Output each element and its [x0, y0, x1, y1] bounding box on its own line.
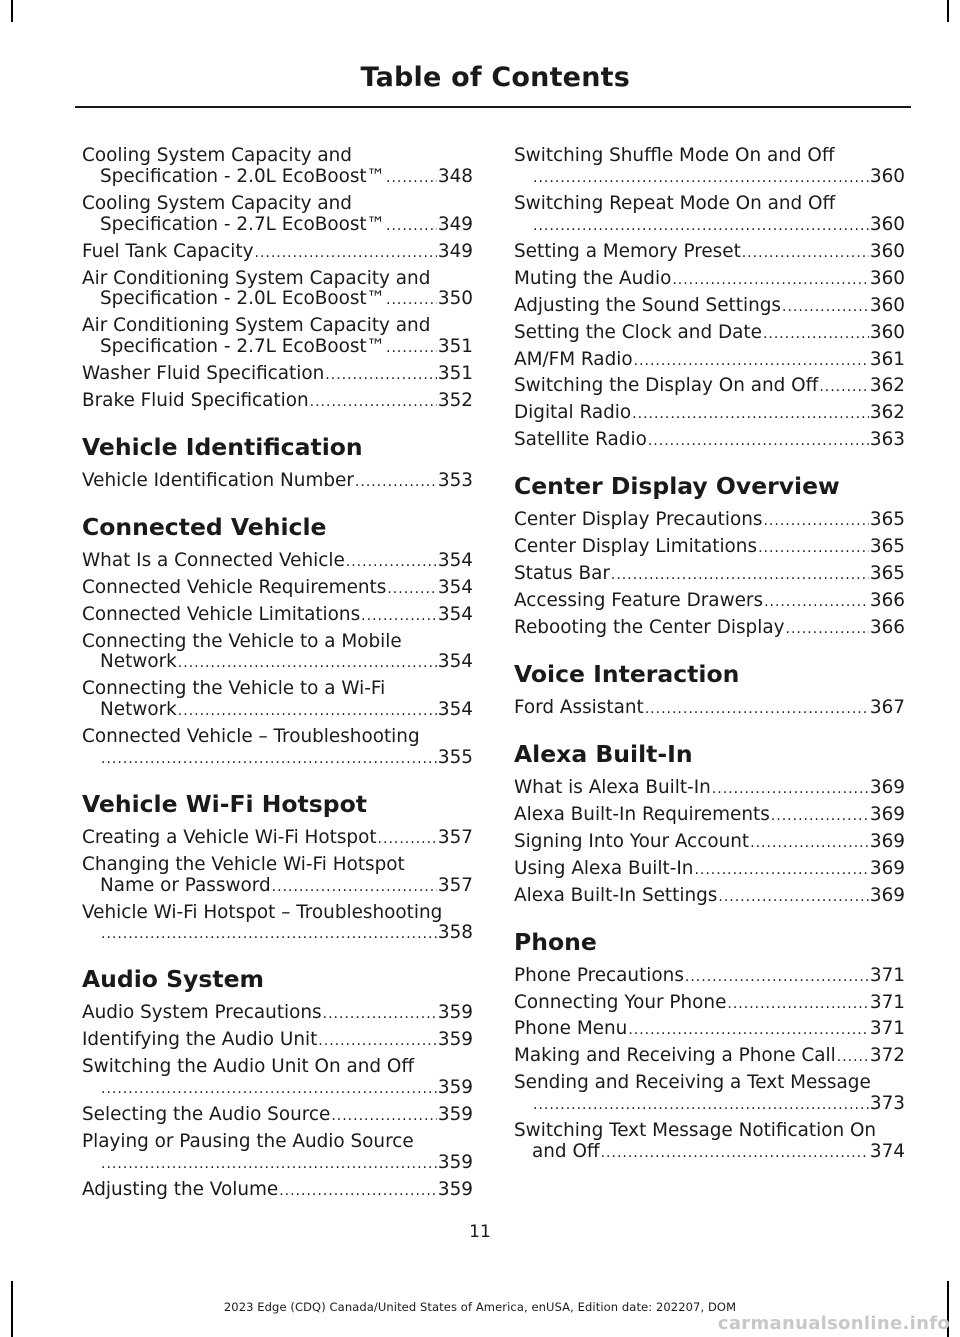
toc-page-number: 360 — [869, 322, 905, 343]
toc-entry-leader-line — [514, 296, 905, 318]
toc-entry[interactable] — [82, 727, 473, 770]
toc-entry-title: Network — [100, 651, 177, 673]
toc-entry[interactable] — [514, 698, 905, 720]
toc-page-number: 363 — [869, 430, 905, 451]
toc-page-number: 369 — [869, 858, 905, 879]
toc-entry[interactable] — [514, 618, 905, 640]
toc-page-number: 359 — [437, 1104, 473, 1125]
toc-entry[interactable] — [82, 146, 473, 189]
toc-page-number: 369 — [869, 777, 905, 798]
toc-entry[interactable] — [514, 296, 905, 318]
section-heading: Center Display Overview — [514, 472, 840, 501]
toc-entry[interactable] — [514, 564, 905, 586]
dot-leader — [742, 243, 869, 264]
dot-leader — [272, 877, 437, 898]
dot-leader — [648, 431, 869, 452]
toc-entry-title: Muting the Audio — [514, 268, 672, 289]
toc-entry-leader-line — [82, 364, 473, 386]
toc-entry-leader-line — [82, 923, 473, 945]
toc-entry[interactable] — [82, 1030, 473, 1052]
dot-leader — [601, 1143, 869, 1164]
toc-page-number: 349 — [437, 213, 473, 235]
toc-page-number: 366 — [869, 591, 905, 612]
dot-leader — [279, 1181, 437, 1202]
toc-entry-leader-line — [514, 1142, 905, 1164]
toc-page-number: 360 — [869, 165, 905, 187]
toc-entry[interactable] — [514, 403, 905, 425]
toc-page-number: 359 — [437, 1151, 473, 1173]
dot-leader — [782, 297, 869, 318]
toc-entry-title: Switching the Display On and Off — [514, 376, 819, 397]
toc-entry[interactable] — [82, 578, 473, 600]
toc-entry-title: Ford Assistant — [514, 697, 644, 718]
toc-entry-title-line: Switching Repeat Mode On and Off — [514, 193, 836, 214]
dot-leader — [764, 592, 869, 613]
toc-page-number: 354 — [437, 577, 473, 598]
toc-entry-title: Brake Fluid Specification — [82, 391, 309, 412]
toc-entry-title: Alexa Built-In Settings — [514, 885, 718, 906]
toc-entry-leader-line — [82, 605, 473, 627]
toc-entry-leader-line — [514, 591, 905, 613]
toc-entry-title-line: Cooling System Capacity and — [82, 193, 352, 214]
toc-entry-title: Connected Vehicle Limitations — [82, 604, 361, 625]
toc-page-number: 360 — [869, 268, 905, 289]
toc-entry-title: Audio System Precautions — [82, 1003, 322, 1024]
toc-entry-title: Specification - 2.7L EcoBoost™ — [100, 336, 386, 358]
toc-page-number: 360 — [869, 213, 905, 235]
dot-leader — [727, 994, 868, 1015]
toc-entry[interactable] — [514, 1121, 905, 1164]
dot-leader — [355, 472, 437, 493]
toc-entry-leader-line — [514, 430, 905, 452]
dot-leader — [386, 216, 437, 237]
toc-page-number: 365 — [869, 510, 905, 531]
dot-leader — [533, 1095, 869, 1116]
toc-entry-title-line: Connected Vehicle – Troubleshooting — [82, 727, 420, 748]
toc-entry-title: Fuel Tank Capacity — [82, 241, 254, 262]
dot-leader — [101, 1079, 437, 1100]
toc-entry-leader-line — [82, 391, 473, 413]
dot-leader — [387, 579, 437, 600]
toc-entry[interactable] — [514, 993, 905, 1015]
dot-leader — [386, 168, 437, 189]
toc-entry[interactable] — [82, 1105, 473, 1127]
toc-page-number: 372 — [869, 1046, 905, 1067]
toc-entry-title: Center Display Precautions — [514, 510, 763, 531]
toc-entry[interactable] — [82, 605, 473, 627]
toc-entry-title: Center Display Limitations — [514, 537, 758, 558]
dot-leader — [819, 377, 869, 398]
toc-entry-leader-line — [514, 778, 905, 800]
toc-entry[interactable] — [82, 1057, 473, 1100]
section-heading: Audio System — [82, 965, 265, 994]
toc-entry-title: Phone Menu — [514, 1019, 628, 1040]
toc-entry-leader-line — [82, 1003, 473, 1025]
toc-page-number: 369 — [869, 804, 905, 825]
toc-entry[interactable] — [514, 1046, 905, 1068]
dot-leader — [611, 565, 869, 586]
toc-entry-leader-line — [82, 828, 473, 850]
toc-entry[interactable] — [82, 1180, 473, 1202]
toc-column-right — [514, 146, 905, 1169]
dot-leader — [533, 168, 869, 189]
toc-entry-leader-line — [514, 167, 905, 189]
toc-page-number: 353 — [437, 470, 473, 491]
toc-entry-title-line: Connecting the Vehicle to a Mobile — [82, 631, 402, 652]
toc-entry[interactable] — [82, 679, 473, 722]
toc-entry-leader-line — [514, 403, 905, 425]
dot-leader — [254, 243, 436, 264]
crop-mark-top-left — [11, 0, 13, 22]
toc-entry-leader-line — [514, 510, 905, 532]
toc-entry-leader-line — [82, 876, 473, 898]
toc-entry-title-line: Switching Text Message Notification On — [514, 1121, 877, 1142]
toc-entry-title: Identifying the Audio Unit — [82, 1030, 318, 1051]
dot-leader — [712, 779, 869, 800]
dot-leader — [346, 552, 437, 573]
toc-entry-leader-line — [514, 323, 905, 345]
toc-page-number: 359 — [437, 1179, 473, 1200]
toc-entry[interactable] — [514, 859, 905, 881]
dot-leader — [750, 833, 869, 854]
toc-entry-title-line: Air Conditioning System Capacity and — [82, 316, 431, 337]
toc-page-number: 351 — [437, 336, 473, 358]
toc-entry-title: Digital Radio — [514, 403, 632, 424]
toc-page-number: 359 — [437, 1076, 473, 1098]
toc-entry-leader-line — [82, 1030, 473, 1052]
toc-entry-leader-line — [82, 471, 473, 493]
toc-entry-leader-line — [514, 269, 905, 291]
toc-entry[interactable] — [514, 591, 905, 613]
toc-page-number: 349 — [437, 241, 473, 262]
dot-leader — [323, 1004, 437, 1025]
toc-entry[interactable] — [82, 269, 473, 312]
toc-page-number: 362 — [869, 376, 905, 397]
toc-column-left — [82, 146, 473, 1207]
toc-page-number: 374 — [869, 1141, 905, 1163]
toc-entry[interactable] — [514, 269, 905, 291]
dot-leader — [685, 967, 869, 988]
dot-leader — [533, 216, 869, 237]
toc-entry-leader-line — [82, 578, 473, 600]
toc-page-number: 371 — [869, 992, 905, 1013]
toc-entry[interactable] — [82, 1132, 473, 1175]
toc-page-number: 360 — [869, 241, 905, 262]
dot-leader — [386, 290, 437, 311]
dot-leader — [378, 829, 437, 850]
toc-entry-title: and Off — [532, 1141, 600, 1163]
dot-leader — [786, 619, 869, 640]
toc-entry[interactable] — [514, 376, 905, 398]
toc-entry-leader-line — [82, 167, 473, 189]
header-divider — [75, 106, 911, 108]
toc-page-number: 365 — [869, 537, 905, 558]
toc-page-number: 354 — [437, 699, 473, 721]
toc-page-number: 361 — [869, 349, 905, 370]
toc-entry-leader-line — [514, 215, 905, 237]
toc-page-number: 369 — [869, 885, 905, 906]
toc-entry-title: What Is a Connected Vehicle — [82, 550, 345, 571]
toc-entry[interactable] — [514, 323, 905, 345]
toc-entry-leader-line — [514, 242, 905, 264]
toc-entry-title: Connected Vehicle Requirements — [82, 577, 387, 598]
toc-entry-leader-line — [82, 1105, 473, 1127]
toc-entry-title-line: Air Conditioning System Capacity and — [82, 268, 431, 289]
toc-entry-title: What is Alexa Built-In — [514, 777, 711, 798]
toc-entry[interactable] — [514, 886, 905, 908]
dot-leader — [101, 749, 437, 770]
toc-entry-title: Signing Into Your Account — [514, 831, 750, 852]
dot-leader — [178, 653, 437, 674]
toc-entry-title: Setting a Memory Preset — [514, 241, 741, 262]
toc-entry-leader-line — [514, 537, 905, 559]
toc-page-number: 365 — [869, 564, 905, 585]
toc-entry[interactable] — [82, 632, 473, 675]
dot-leader — [694, 860, 868, 881]
toc-entry[interactable] — [82, 194, 473, 237]
dot-leader — [718, 887, 869, 908]
toc-page-number: 357 — [437, 827, 473, 848]
toc-entry[interactable] — [514, 778, 905, 800]
toc-entry-leader-line — [82, 215, 473, 237]
dot-leader — [763, 324, 869, 345]
toc-entry-leader-line — [514, 698, 905, 720]
toc-entry-title: Connecting Your Phone — [514, 992, 727, 1013]
toc-page-number: 357 — [437, 874, 473, 896]
dot-leader — [310, 392, 437, 413]
toc-entry-leader-line — [514, 805, 905, 827]
toc-entry-title-line: Changing the Vehicle Wi-Fi Hotspot — [82, 854, 405, 875]
toc-entry-title: Alexa Built-In Requirements — [514, 804, 770, 825]
toc-entry[interactable] — [514, 1073, 905, 1116]
toc-page-number: 369 — [869, 831, 905, 852]
toc-entry-title-line: Connecting the Vehicle to a Wi-Fi — [82, 679, 386, 700]
toc-entry[interactable] — [514, 537, 905, 559]
toc-entry-title-line: Vehicle Wi-Fi Hotspot – Troubleshooting — [82, 902, 443, 923]
dot-leader — [763, 511, 868, 532]
section-heading: Connected Vehicle — [82, 512, 327, 541]
toc-entry-leader-line — [82, 1153, 473, 1175]
toc-entry[interactable] — [82, 391, 473, 413]
toc-entry-leader-line — [82, 1078, 473, 1100]
toc-entry-leader-line — [514, 832, 905, 854]
toc-entry[interactable] — [82, 903, 473, 946]
toc-entry-leader-line — [514, 1046, 905, 1068]
crop-mark-top-right — [947, 0, 949, 22]
crop-mark-bottom-left — [11, 1281, 13, 1337]
page-number: 11 — [469, 1222, 491, 1242]
toc-page-number: 366 — [869, 618, 905, 639]
toc-entry[interactable] — [82, 828, 473, 850]
dot-leader — [101, 1154, 437, 1175]
toc-entry-title: Adjusting the Sound Settings — [514, 295, 781, 316]
toc-entry-leader-line — [82, 748, 473, 770]
toc-entry[interactable] — [514, 194, 905, 237]
toc-entry-title: Specification - 2.0L EcoBoost™ — [100, 288, 386, 310]
toc-entry-title-line: Playing or Pausing the Audio Source — [82, 1131, 414, 1152]
toc-page-number: 352 — [437, 391, 473, 412]
toc-entry-title: Making and Receiving a Phone Call — [514, 1046, 836, 1067]
toc-entry-leader-line — [82, 652, 473, 674]
toc-entry-leader-line — [514, 350, 905, 372]
dot-leader — [645, 699, 869, 720]
toc-page-number: 358 — [437, 922, 473, 944]
dot-leader — [837, 1047, 869, 1068]
toc-entry-title: Rebooting the Center Display — [514, 618, 785, 639]
dot-leader — [318, 1031, 437, 1052]
toc-page-number: 351 — [437, 364, 473, 385]
toc-entry-title: Specification - 2.0L EcoBoost™ — [100, 165, 386, 187]
toc-entry-leader-line — [514, 1019, 905, 1041]
toc-entry[interactable] — [82, 471, 473, 493]
dot-leader — [178, 701, 437, 722]
dot-leader — [325, 365, 437, 386]
toc-entry-title: Name or Password — [100, 874, 271, 896]
toc-entry[interactable] — [514, 510, 905, 532]
toc-entry[interactable] — [82, 242, 473, 264]
toc-entry-title: Vehicle Identification Number — [82, 470, 354, 491]
toc-entry-leader-line — [82, 1180, 473, 1202]
toc-entry-title: Specification - 2.7L EcoBoost™ — [100, 213, 386, 235]
toc-page-number: 355 — [437, 747, 473, 768]
toc-entry-title: AM/FM Radio — [514, 349, 633, 370]
toc-page-number: 373 — [869, 1093, 905, 1115]
toc-page-number: 354 — [437, 651, 473, 673]
section-heading: Alexa Built-In — [514, 739, 693, 768]
toc-entry-title: Accessing Feature Drawers — [514, 591, 764, 612]
toc-entry[interactable] — [514, 832, 905, 854]
toc-entry-leader-line — [514, 564, 905, 586]
toc-page-number: 359 — [437, 1003, 473, 1024]
toc-entry[interactable] — [82, 551, 473, 573]
toc-page-number: 360 — [869, 295, 905, 316]
toc-entry[interactable] — [514, 805, 905, 827]
toc-entry-title-line: Cooling System Capacity and — [82, 146, 352, 166]
toc-entry-title: Adjusting the Volume — [82, 1179, 279, 1200]
dot-leader — [758, 538, 869, 559]
section-heading: Vehicle Identification — [82, 432, 363, 461]
toc-page-number: 359 — [437, 1030, 473, 1051]
toc-entry-leader-line — [82, 700, 473, 722]
toc-entry[interactable] — [514, 430, 905, 452]
toc-entry-leader-line — [82, 551, 473, 573]
toc-entry[interactable] — [82, 1003, 473, 1025]
toc-entry-leader-line — [82, 242, 473, 264]
toc-entry[interactable] — [82, 364, 473, 386]
section-heading: Voice Interaction — [514, 659, 740, 688]
watermark: carmanualsonline.info — [717, 1313, 950, 1334]
toc-entry-leader-line — [514, 618, 905, 640]
toc-entry-leader-line — [514, 376, 905, 398]
toc-entry[interactable] — [514, 1019, 905, 1041]
toc-page-number: 362 — [869, 403, 905, 424]
dot-leader — [386, 338, 437, 359]
dot-leader — [672, 270, 869, 291]
toc-entry-title: Phone Precautions — [514, 965, 684, 986]
toc-entry-title-line: Sending and Receiving a Text Message — [514, 1073, 871, 1094]
toc-page-number: 371 — [869, 965, 905, 986]
page-title: Table of Contents — [360, 62, 630, 93]
toc-entry[interactable] — [82, 855, 473, 898]
toc-entry-leader-line — [514, 966, 905, 988]
toc-entry-title: Satellite Radio — [514, 430, 647, 451]
toc-entry-leader-line — [514, 859, 905, 881]
dot-leader — [632, 404, 869, 425]
toc-entry[interactable] — [82, 316, 473, 359]
toc-entry-title: Washer Fluid Specification — [82, 364, 325, 385]
toc-page-number: 371 — [869, 1019, 905, 1040]
toc-entry-leader-line — [514, 1094, 905, 1116]
toc-entry-leader-line — [514, 993, 905, 1015]
dot-leader — [361, 606, 437, 627]
dot-leader — [634, 351, 869, 372]
dot-leader — [628, 1020, 869, 1041]
toc-page-number: 348 — [437, 165, 473, 187]
toc-entry-leader-line — [82, 289, 473, 311]
toc-entry-leader-line — [514, 886, 905, 908]
dot-leader — [101, 924, 437, 945]
toc-entry-title: Using Alexa Built-In — [514, 858, 694, 879]
section-heading: Vehicle Wi-Fi Hotspot — [82, 789, 367, 818]
toc-entry-leader-line — [82, 337, 473, 359]
toc-entry-title: Status Bar — [514, 564, 610, 585]
toc-page-number: 354 — [437, 550, 473, 571]
toc-entry[interactable] — [514, 966, 905, 988]
toc-entry-title-line: Switching the Audio Unit On and Off — [82, 1057, 415, 1078]
footer-edition-info: 2023 Edge (CDQ) Canada/United States of America, enUSA, Edition date: 202207, DOM — [223, 1300, 737, 1314]
section-heading: Phone — [514, 927, 597, 956]
dot-leader — [771, 806, 869, 827]
toc-entry[interactable] — [514, 146, 905, 189]
toc-entry-title: Selecting the Audio Source — [82, 1104, 331, 1125]
toc-entry-title: Setting the Clock and Date — [514, 322, 762, 343]
toc-entry-title: Network — [100, 699, 177, 721]
dot-leader — [331, 1106, 437, 1127]
toc-page-number: 354 — [437, 604, 473, 625]
toc-entry-title: Creating a Vehicle Wi-Fi Hotspot — [82, 827, 377, 848]
toc-entry[interactable] — [514, 242, 905, 264]
toc-entry[interactable] — [514, 350, 905, 372]
toc-entry-title-line: Switching Shuffle Mode On and Off — [514, 146, 835, 166]
toc-page-number: 350 — [437, 288, 473, 310]
toc-page-number: 367 — [869, 697, 905, 718]
